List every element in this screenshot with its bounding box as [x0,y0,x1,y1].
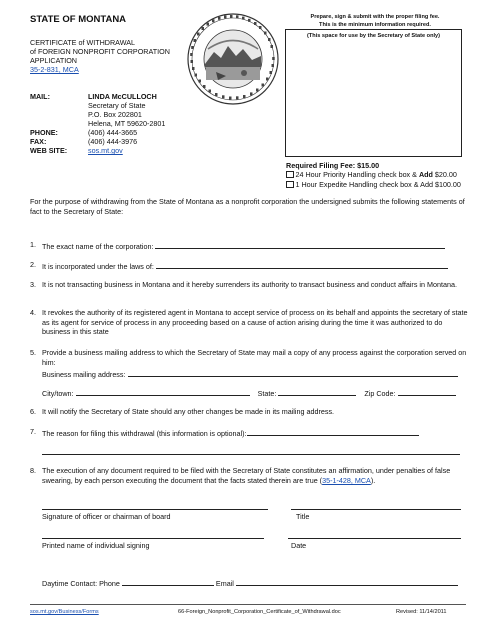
required-fee: Required Filing Fee: $15.00 [286,161,380,170]
item-number: 5. [30,348,36,357]
footer-revised: Revised: 11/14/2011 [396,609,447,615]
phone-label: PHONE: [30,128,58,137]
printed-name-field[interactable] [42,538,264,539]
mailing-address-field[interactable] [128,368,458,377]
withdrawal-reason-field-line2[interactable] [42,454,460,455]
daytime-phone-label: Daytime Contact: Phone [42,579,120,588]
item-3-text: It is not transacting business in Montana and it hereby surrenders its authority to transact business and conduct affairs in Montana. [42,280,457,289]
phone-value: (406) 444-3665 [88,128,138,137]
corporation-name-field[interactable] [155,240,445,249]
website-label: WEB SITE: [30,146,68,155]
mail-label: MAIL: [30,92,50,101]
zip-field[interactable] [398,387,456,396]
city-field[interactable] [76,387,250,396]
daytime-contact-row [42,577,458,588]
footer-forms-link[interactable]: sos.mt.gov/Business/Forms [30,609,99,615]
secretary-title: Secretary of State [88,101,146,110]
expedite-label: 1 Hour Expedite Handling check box & Add $100.00 [295,180,461,189]
item-4 [30,308,470,337]
sos-use-only-label: (This space for use by the Secretary of State only) [306,33,441,39]
intro-paragraph: For the purpose of withdrawing from the State of Montana as a nonprofit corporation the undersigned submits the following statements of fact to the Secretary of State: [30,197,465,216]
item-1 [30,240,470,252]
item-number: 8. [30,466,36,475]
expedite-checkbox[interactable] [286,181,294,189]
item-7 [30,427,470,439]
item-number: 1. [30,240,36,249]
priority-handling-row [286,170,457,179]
item-8-end: ). [370,475,376,485]
item-6 [30,407,470,417]
footer-filename: 66-Foreign_Nonprofit_Corporation_Certificate_of_Withdrawal.doc [178,609,341,615]
sos-use-only-box [285,29,462,157]
item-number: 4. [30,308,36,317]
daytime-phone-field[interactable] [122,577,214,586]
zip-label: Zip Code: [364,389,396,398]
state-seal [186,12,280,106]
title-field[interactable] [291,509,461,510]
website-link[interactable]: sos.mt.gov [88,146,123,155]
filing-notice-line1: Prepare, sign & submit with the proper filing fee. [310,14,440,20]
mca-statute-link[interactable]: 35-2-831, MCA [30,65,79,74]
city-label: City/town: [42,389,74,398]
page-title: STATE OF MONTANA [30,14,127,25]
item-7-label: The reason for filing this withdrawal (this information is optional): [42,429,247,438]
item-3 [30,280,470,290]
priority-add: Add [418,170,433,179]
officer-signature-label: Signature of officer or chairman of board [42,512,171,521]
date-label: Date [291,541,307,550]
incorporation-laws-field[interactable] [156,260,448,269]
affirmation-statute-link[interactable]: 35-1-428, MCA [322,475,371,485]
item-4-text: It revokes the authority of its registered agent in Montana to accept service of process on its behalf and appoints the secretary of state as its agent for service of process in any proceeding based on a cause of action arising during the time it was authorized to do business in this state [42,308,468,337]
priority-amount: $20.00 [432,170,457,179]
city-state-zip-row [42,387,456,398]
item-6-text: It will notify the Secretary of State should any other changes be made in its mailing address. [42,407,335,416]
po-box: P.O. Box 202801 [88,110,142,119]
secretary-name: LINDA McCULLOCH [88,92,157,101]
item-8 [30,466,470,485]
item-2 [30,260,470,272]
form-name-line2: of FOREIGN NONPROFIT CORPORATION [30,47,170,56]
city-zip: Helena, MT 59620-2801 [88,119,166,128]
form-name-line3: APPLICATION [30,56,77,65]
mailing-address-label: Business mailing address: [42,370,126,379]
item-8-text: The execution of any document required to be filed with the Secretary of State constitutes an affirmation, under penalties of false swearing, by each person executing the document that the facts stated therein are true ( [42,466,451,485]
item-number: 7. [30,427,36,436]
item-number: 6. [30,407,36,416]
state-seal-icon [186,12,280,106]
state-label: State: [257,389,277,398]
date-field[interactable] [288,538,461,539]
item-number: 3. [30,280,36,289]
priority-label: 24 Hour Priority Handling check box & [295,170,419,179]
email-field[interactable] [236,577,458,586]
title-label: Title [296,512,310,521]
fax-value: (406) 444-3976 [88,137,138,146]
state-field[interactable] [278,387,356,396]
item-number: 2. [30,260,36,269]
mailing-address-row [42,368,458,379]
printed-name-label: Printed name of individual signing [42,541,150,550]
item-2-label: It is incorporated under the laws of: [42,262,154,271]
email-label: Email [215,579,234,588]
fax-label: FAX: [30,137,47,146]
officer-signature-field[interactable] [42,509,268,510]
expedite-handling-row [286,180,461,189]
priority-checkbox[interactable] [286,171,294,179]
withdrawal-reason-field[interactable] [247,427,419,436]
form-name-line1: CERTIFICATE of WITHDRAWAL [30,38,136,47]
footer-rule [30,604,466,605]
item-1-label: The exact name of the corporation: [42,242,154,251]
item-5-text: Provide a business mailing address to which the Secretary of State may mail a copy of any process against the corporation served on him: [42,348,467,367]
item-5 [30,348,470,367]
filing-notice-line2: This is the minimum information required. [319,22,431,28]
